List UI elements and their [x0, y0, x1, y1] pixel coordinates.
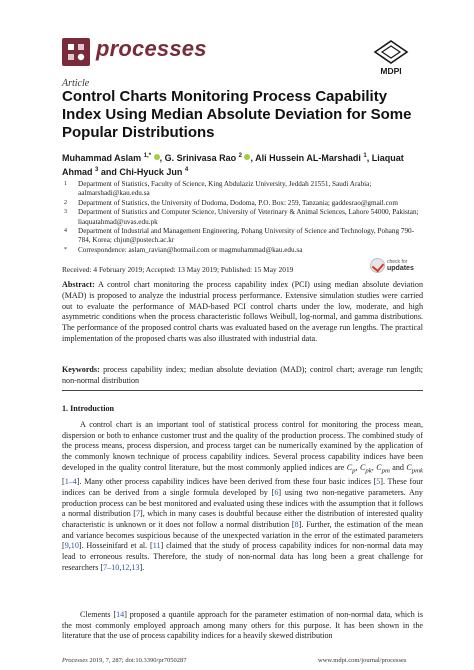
paragraph-text: [	[62, 477, 65, 487]
author-affiliation-mark: 3	[95, 167, 99, 173]
citation-link[interactable]: 7	[136, 509, 141, 519]
paragraph-text: C	[406, 462, 412, 472]
footer-journal: Processes	[62, 657, 88, 664]
section-heading: 1. Introduction	[62, 404, 115, 413]
affiliation-number: 3	[64, 209, 67, 216]
paragraph-text: ] proposed a quantile approach for the parameter estimation of non-normal data, which is the most commonly employed approach among many others for this purpose. It has been shown in the literature that the use of process capability indices for a heavily skewed distribution	[62, 610, 424, 641]
author-name[interactable]: G. Srinivasa Rao	[164, 153, 237, 163]
abstract-label: Abstract:	[62, 280, 95, 289]
footer-url[interactable]: www.mdpi.com/journal/processes	[318, 657, 407, 664]
paragraph-text: ,	[119, 562, 122, 572]
citation-link[interactable]: 14	[116, 610, 125, 619]
affiliation-item	[62, 246, 422, 255]
intro-paragraph-1	[62, 420, 423, 573]
citation-link[interactable]: 12	[121, 562, 130, 572]
author-name[interactable]: Chi-Hyuck Jun	[119, 167, 183, 177]
keywords-text: process capability index; median absolute deviation (MAD); control chart; average run length; non-normal distribution	[62, 365, 423, 385]
affiliation-number: 2	[64, 199, 67, 206]
paragraph-text: ]. These four indices can be derived from a single formula developed by [	[62, 477, 423, 497]
orcid-icon[interactable]	[244, 154, 250, 160]
affiliation-text: Department of Statistics and Computer Science, University of Veterinary & Animal Sciences, Lahore 54000, Pakistan; liaquatahmad@uvas.edu.pk	[78, 208, 419, 226]
paragraph-text: ] claimed that the study of process capability indices for non-normal data may lead to erroneous results. Therefore, the study of non-normal data has long been a great challenge for researchers [	[62, 541, 423, 572]
paragraph-text: ,	[129, 562, 132, 572]
paragraph-text: ,	[355, 462, 360, 472]
paragraph-text: ]. Hosseinifard et al. [	[78, 541, 153, 551]
paragraph-text: Clements [	[80, 610, 117, 619]
citation-link[interactable]: 1–4	[64, 477, 77, 487]
affiliation-text: Correspondence: aslam_ravian@hotmail.com or magmuhammad@kau.edu.sa	[78, 245, 303, 254]
paragraph-text: ], which in many cases is doubtful because either the distribution of interested quality characteristic is unknown or it does not follow a normal distribution [	[62, 509, 423, 529]
check-updates-icon	[370, 258, 385, 273]
processes-logo-icon	[62, 38, 90, 66]
affiliation-item	[62, 199, 422, 208]
citation-link[interactable]: 7–10	[103, 562, 120, 572]
journal-name: processes	[96, 36, 207, 61]
paragraph-text: ]. Further, the estimation of the mean and variance becomes suspicious because of the unexpected variation in the error of the estimated parameters [	[62, 519, 423, 551]
affiliation-number: *	[64, 246, 67, 253]
citation-link[interactable]: 6	[274, 487, 279, 497]
author-affiliation-mark: 2	[238, 153, 242, 159]
paragraph-text: ,	[68, 541, 71, 551]
abstract	[62, 280, 423, 345]
author-name[interactable]: Ali Hussein AL-Marshadi	[255, 153, 361, 163]
publication-dates: Received: 4 February 2019; Accepted: 13 May 2019; Published: 15 May 2019	[62, 265, 294, 274]
author-name[interactable]: Muhammad Aslam	[62, 153, 142, 163]
affiliation-number: 1	[64, 181, 67, 187]
keywords	[62, 365, 423, 387]
author-name[interactable]: Liaquat Ahmad	[62, 153, 404, 177]
footer-doi: 2019, 7, 287; doi:10.3390/pr7050287	[87, 657, 187, 664]
affiliation-text: Department of Statistics, the University of Dodoma, Dodoma, P.O. Box: 259, Tanzania; gaddesrao@gmail.com	[78, 198, 398, 207]
paragraph-text: and	[389, 462, 407, 472]
paragraph-text: ,	[371, 462, 377, 472]
author-affiliation-mark: 1	[363, 153, 367, 159]
citation-link[interactable]: 9	[64, 541, 69, 551]
paragraph-text: ] using two non-negative parameters. Any production process can be best monitored and evaluated using these indices with the assumption that it follows a normal distribution [	[62, 487, 423, 519]
abstract-text: A control chart monitoring the process capability index (PCI) using median absolute deviation (MAD) is proposed to analyze the industrial process performance. Extensive simulation studies were carried out to evaluate the performance of MAD-based PCI control charts under the low, moderate, and high asymmetric conditions when the process characteristic follows Weibull, log-normal, and gamma distributions. The performance of the proposed control charts was evaluated based on the average run lengths. The practical implementation of the proposed charts was also illustrated with industrial data.	[62, 280, 423, 343]
article-type: Article	[62, 78, 90, 89]
badge-line2: updates	[387, 265, 414, 272]
article-title: Control Charts Monitoring Process Capability Index Using Median Absolute Deviation for Some Popular Distributions	[62, 88, 412, 141]
affiliation-item	[62, 227, 422, 246]
intro-paragraph-2	[62, 610, 423, 642]
paragraph-text: C	[346, 462, 353, 472]
author-list: Muhammad Aslam $^{1,*}$ , G. Srinivasa Rao $^2$ , Ali Hussein AL-Marshadi $^1$, Liaquat Ahmad $^3$ and Chi-Hyuck Jun $^4$	[62, 153, 404, 177]
keywords-label: Keywords:	[62, 365, 100, 374]
citation-link[interactable]: 8	[294, 519, 299, 529]
publisher-name: MDPI	[380, 66, 402, 76]
affiliation-text: Department of Industrial and Management Engineering, Pohang University of Science and Technology, Pohang 790-784, Korea; chjun@postech.ac.kr	[78, 227, 415, 245]
paragraph-text: p	[352, 467, 356, 475]
affiliation-list	[62, 180, 422, 255]
check-for-updates-badge[interactable]	[370, 255, 416, 277]
affiliation-text: Department of Statistics, Faculty of Science, King Abdulaziz University, Jeddah 21551, Saudi Arabia; aalmarshadi@kau.edu.sa	[78, 180, 372, 198]
affiliation-item	[62, 208, 422, 227]
citation-link[interactable]: 11	[152, 541, 161, 551]
author-affiliation-mark: 1,*	[143, 153, 152, 159]
citation-link[interactable]: 10	[70, 541, 79, 551]
section-divider	[62, 390, 423, 391]
mdpi-logo-icon	[373, 40, 409, 64]
paragraph-text: C	[359, 462, 366, 472]
orcid-icon[interactable]	[154, 154, 160, 160]
paragraph-text: pmk	[411, 467, 424, 475]
paragraph-text: C	[376, 462, 382, 472]
footer-citation	[62, 657, 187, 664]
paragraph-text: ]. Many other process capability indices have been derived from these four basic indices [	[76, 477, 377, 487]
author-affiliation-mark: 4	[184, 167, 189, 173]
paragraph-text: pm	[381, 467, 390, 475]
paragraph-text: A control chart is an important tool of statistical process control for monitoring the process mean, dispersion or both to enhance customer trust and the quality of the production process. The combined study of the process means, process dispersion, and process target can be numerically examined by the application of the commonly known technique of process capability indices. Several process capability indices have been developed in the quality control literature, but the most commonly applied indices are	[62, 420, 423, 472]
paragraph-text: pk	[365, 467, 372, 475]
badge-line1: check for	[387, 259, 408, 265]
citation-link[interactable]: 5	[376, 477, 381, 487]
affiliation-item	[62, 180, 422, 199]
citation-link[interactable]: 13	[131, 562, 140, 572]
affiliation-number: 4	[64, 228, 67, 235]
paragraph-text: ].	[139, 562, 145, 572]
